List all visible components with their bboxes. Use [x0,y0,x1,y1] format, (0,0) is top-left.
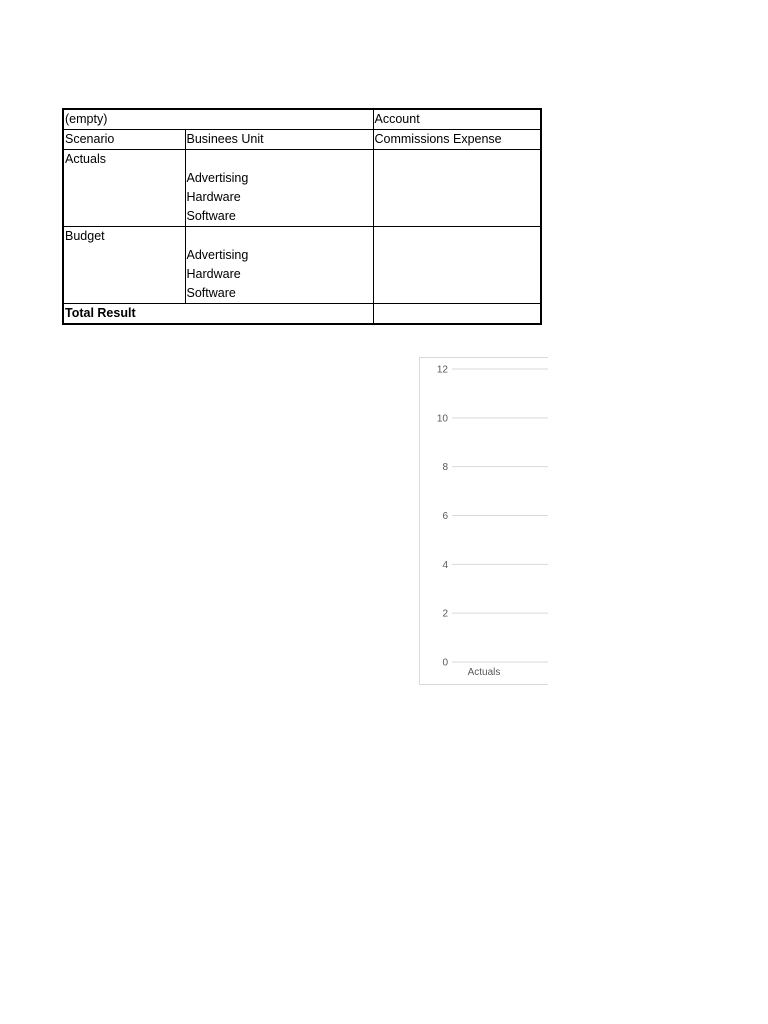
column-item-cell[interactable]: Commissions Expense [373,130,541,150]
table-row [63,284,541,304]
y-tick-label: 2 [442,608,448,620]
total-row [63,304,541,325]
table-row [63,227,541,247]
pivot-header-row-2 [63,130,541,150]
value-cell[interactable] [373,284,541,304]
table-row [63,265,541,284]
scenario-cell[interactable] [63,265,185,284]
pivot-header-row-1 [63,109,541,130]
table-row [63,246,541,265]
y-tick-label: 12 [436,364,448,376]
business-unit-cell[interactable] [185,227,373,247]
chart-area[interactable] [419,357,548,685]
value-cell[interactable] [373,246,541,265]
scenario-cell[interactable] [63,169,185,188]
business-unit-cell[interactable]: Advertising [185,246,373,265]
table-row [63,207,541,227]
value-cell[interactable] [373,150,541,170]
scenario-cell[interactable] [63,284,185,304]
y-tick-label: 6 [442,511,448,522]
total-value-cell[interactable] [373,304,541,325]
business-unit-cell[interactable] [185,150,373,170]
value-cell[interactable] [373,188,541,207]
y-tick-label: 0 [442,657,448,669]
value-cell[interactable] [373,169,541,188]
column-field-cell[interactable]: Account [373,109,541,130]
chart-plot [420,358,548,684]
scenario-cell[interactable]: Actuals [63,150,185,170]
table-row [63,188,541,207]
row-field-business-unit-cell[interactable]: Businees Unit [185,130,373,150]
scenario-cell[interactable]: Budget [63,227,185,247]
corner-cell[interactable]: (empty) [63,109,373,130]
value-cell[interactable] [373,265,541,284]
y-tick-label: 4 [442,559,448,571]
table-row [63,169,541,188]
y-tick-label: 10 [436,413,448,425]
business-unit-cell[interactable]: Hardware [185,265,373,284]
row-field-scenario-cell[interactable]: Scenario [63,130,185,150]
y-tick-label: 8 [442,462,448,474]
business-unit-cell[interactable]: Advertising [185,169,373,188]
scenario-cell[interactable] [63,207,185,227]
pivot-table [62,108,542,325]
value-cell[interactable] [373,207,541,227]
scenario-cell[interactable] [63,246,185,265]
value-cell[interactable] [373,227,541,247]
business-unit-cell[interactable]: Software [185,284,373,304]
x-tick-label: Actuals [467,667,501,678]
scenario-cell[interactable] [63,188,185,207]
total-label-cell[interactable]: Total Result [63,304,373,325]
table-row [63,150,541,170]
business-unit-cell[interactable]: Software [185,207,373,227]
business-unit-cell[interactable]: Hardware [185,188,373,207]
